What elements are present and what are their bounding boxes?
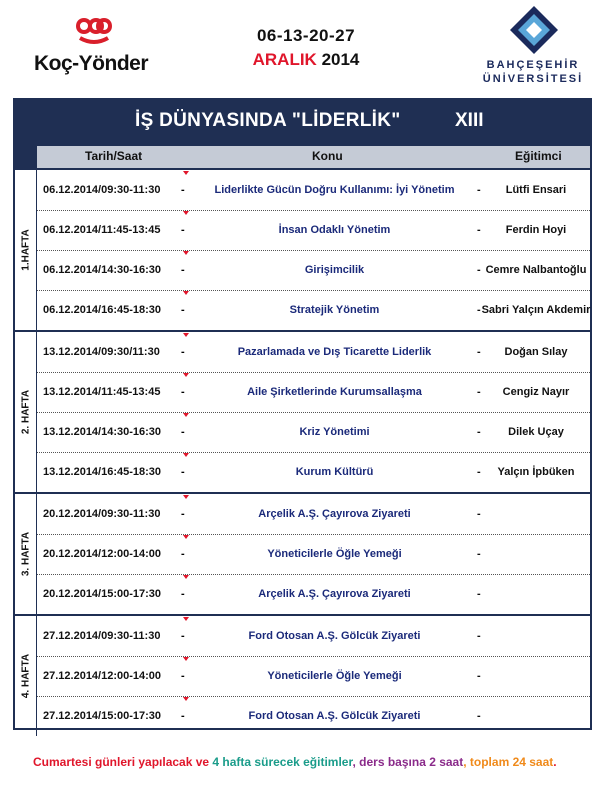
program-title: İŞ DÜNYASINDA "LİDERLİK" [135,110,401,131]
comment-marker-icon [183,453,189,457]
table-row [37,534,590,575]
row-dash-left: - [181,588,185,600]
table-row [37,332,590,373]
koc-logo-text: Koç-Yönder [34,52,149,75]
row-topic: Arçelik A.Ş. Çayırova Ziyareti [258,508,411,520]
footer-part5: . [553,755,557,769]
row-dash-left: - [181,548,185,560]
week-label: 1.HAFTA [20,229,31,271]
row-dash-right: - [477,548,481,560]
date-block [226,26,386,70]
week-label-cell [15,332,37,492]
row-topic: Yöneticilerle Öğle Yemeği [267,548,402,560]
row-dash-right: - [477,426,481,438]
comment-marker-icon [183,535,189,539]
comment-marker-icon [183,171,189,175]
koc-logo-icon [74,16,126,48]
row-trainer: Doğan Sılay [504,346,568,358]
row-trainer [480,696,592,736]
row-topic: Arçelik A.Ş. Çayırova Ziyareti [258,588,411,600]
col-date-header: Tarih/Saat [85,149,143,163]
row-dash-right: - [477,588,481,600]
row-date: 06.12.2014/14:30-16:30 [43,264,162,276]
footer-part1: Cumartesi günleri yapılacak ve [33,755,213,769]
row-dash-left: - [181,426,185,438]
row-dash-right: - [477,184,481,196]
footer-part3: , ders başına 2 saat [352,755,464,769]
table-row [37,210,590,251]
row-date: 20.12.2014/09:30-11:30 [43,508,161,520]
row-dash-left: - [181,224,185,236]
bahcesehir-logo [468,4,598,94]
table-row [37,452,590,492]
row-topic: Kurum Kültürü [295,466,374,478]
footer-note [33,754,593,770]
row-dash-right: - [477,710,481,722]
row-dash-left: - [181,466,185,478]
row-topic: Kriz Yönetimi [299,426,370,438]
comment-marker-icon [183,211,189,215]
col-trainer-header: Eğitimci [515,149,562,163]
row-trainer: Ferdin Hoyi [505,224,567,236]
week-block [15,614,590,736]
row-dash-left: - [181,264,185,276]
row-topic: Girişimcilik [304,264,365,276]
row-topic: İnsan Odaklı Yönetim [278,224,391,236]
table-row [37,574,590,614]
title-bar [15,100,590,146]
week-block [15,168,590,330]
koc-yonder-logo [30,16,170,82]
comment-marker-icon [183,575,189,579]
row-date: 13.12.2014/14:30-16:30 [43,426,162,438]
row-dash-right: - [477,224,481,236]
row-trainer [480,494,592,534]
table-row [37,696,590,736]
schedule-table [13,98,592,730]
row-dash-right: - [477,304,481,316]
row-date: 13.12.2014/16:45-18:30 [43,466,162,478]
session-dates: 06-13-20-27 [256,26,356,45]
table-row [37,170,590,211]
page-header [0,0,605,98]
week-label: 2. HAFTA [20,389,31,435]
comment-marker-icon [183,333,189,337]
row-date: 13.12.2014/11:45-13:45 [43,386,161,398]
row-dash-right: - [477,346,481,358]
row-date: 13.12.2014/09:30/11:30 [43,346,160,358]
table-row [37,656,590,697]
row-dash-left: - [181,630,185,642]
week-block [15,330,590,492]
row-topic: Stratejik Yönetim [289,304,380,316]
week-label: 4. HAFTA [20,653,31,699]
row-dash-right: - [477,386,481,398]
row-topic: Liderlikte Gücün Doğru Kullanımı: İyi Yönetim [214,184,455,196]
table-row [37,372,590,413]
comment-marker-icon [183,495,189,499]
row-date: 27.12.2014/15:00-17:30 [43,710,162,722]
row-dash-left: - [181,346,185,358]
row-date: 27.12.2014/12:00-14:00 [43,670,162,682]
bau-line2: ÜNİVERSİTESİ [482,73,584,85]
comment-marker-icon [183,251,189,255]
comment-marker-icon [183,657,189,661]
row-dash-left: - [181,670,185,682]
row-trainer [480,616,592,656]
row-dash-left: - [181,508,185,520]
row-topic: Aile Şirketlerinde Kurumsallaşma [247,386,422,398]
month-year [226,50,386,70]
row-dash-right: - [477,264,481,276]
table-row [37,412,590,453]
row-trainer: Lütfi Ensari [505,184,567,196]
row-trainer [480,574,592,614]
row-dash-left: - [181,386,185,398]
row-dash-left: - [181,710,185,722]
week-label-cell [15,494,37,614]
row-date: 06.12.2014/16:45-18:30 [43,304,162,316]
row-trainer: Cengiz Nayır [502,386,570,398]
row-topic: Ford Otosan A.Ş. Gölcük Ziyareti [248,630,421,642]
row-date: 20.12.2014/15:00-17:30 [43,588,162,600]
row-date: 20.12.2014/12:00-14:00 [43,548,162,560]
month-text: ARALIK [252,50,317,69]
row-dash-left: - [181,184,185,196]
row-trainer: Yalçın İpbüken [497,466,575,478]
row-dash-right: - [477,630,481,642]
row-trainer: Dilek Uçay [508,426,564,438]
footer-part4: , toplam 24 saat [463,755,554,769]
row-topic: Ford Otosan A.Ş. Gölcük Ziyareti [248,710,421,722]
column-header-row [15,146,590,168]
row-date: 06.12.2014/11:45-13:45 [43,224,161,236]
week-label: 3. HAFTA [20,531,31,577]
row-dash-left: - [181,304,185,316]
year-text: 2014 [321,50,360,69]
row-trainer [480,656,592,696]
week-block [15,492,590,614]
table-row [37,494,590,535]
comment-marker-icon [183,373,189,377]
row-trainer: Cemre Nalbantoğlu [485,264,587,276]
row-trainer: Sabri Yalçın Akdemir [481,304,591,316]
row-dash-right: - [477,466,481,478]
bau-name [468,58,598,86]
bau-line1: BAHÇEŞEHİR [486,59,580,71]
table-row [37,250,590,291]
table-row [37,616,590,657]
row-dash-right: - [477,670,481,682]
week-label-cell [15,170,37,330]
row-trainer [480,534,592,574]
week-label-cell [15,616,37,736]
row-date: 27.12.2014/09:30-11:30 [43,630,161,642]
comment-marker-icon [183,413,189,417]
comment-marker-icon [183,697,189,701]
comment-marker-icon [183,617,189,621]
bau-emblem-icon [508,4,560,54]
program-number: XIII [455,110,484,131]
col-topic-header: Konu [312,149,343,163]
footer-part2: 4 hafta sürecek eğitimler [212,755,353,769]
row-date: 06.12.2014/09:30-11:30 [43,184,161,196]
row-topic: Pazarlamada ve Dış Ticarette Liderlik [237,346,432,358]
comment-marker-icon [183,291,189,295]
row-topic: Yöneticilerle Öğle Yemeği [267,670,402,682]
row-dash-right: - [477,508,481,520]
table-row [37,290,590,330]
